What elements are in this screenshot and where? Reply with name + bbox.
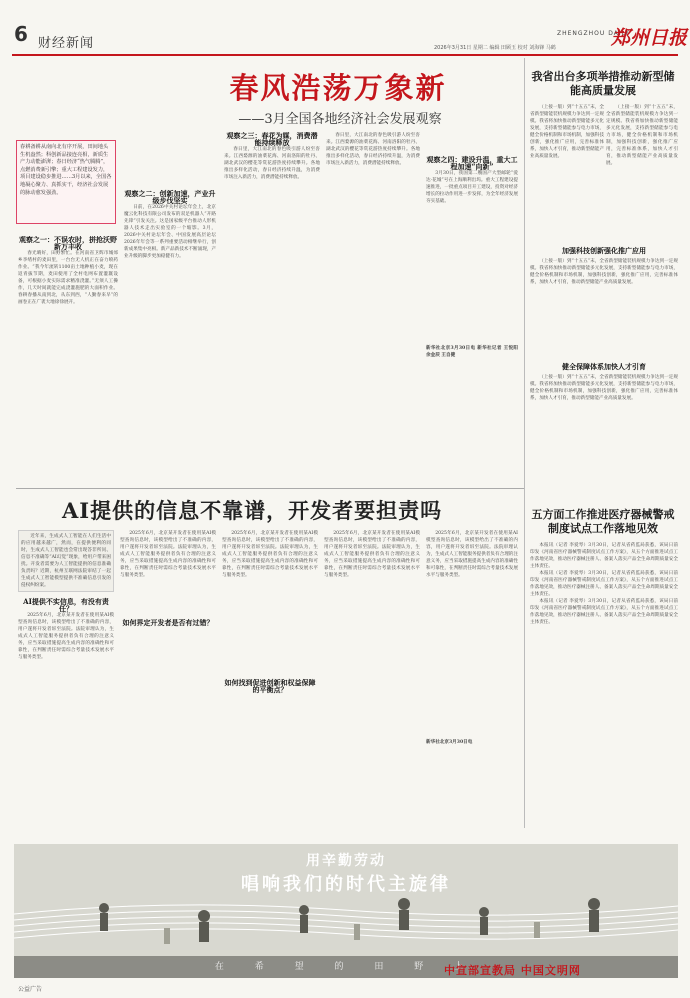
ai-credit: 新华社北京3月30日电 — [426, 740, 473, 745]
sidebar-text: （上接一版）到“十五五”末，全省新型储能装机规模力争达到一定规模。我省将加快推动新型储能多元化发展，支持新型储能参与电力市场，健全价格机制和市场机制，加强科技创新，强化推广应用，完善标准体系，加快人才引育，推动新型储能产业高质量发展。 — [530, 105, 604, 159]
ai-heading: 如何找到促进创新和权益保障的平衡点？ — [224, 678, 316, 694]
sidebar-col-2 — [530, 542, 678, 832]
feature-column-2 — [124, 130, 216, 480]
date-line: 2026年3月31日 星期二 编辑 田顾玉 校对 刘海锋 马鹤 — [434, 45, 556, 51]
section-title: 财经新闻 — [38, 36, 95, 51]
sidebar-subhead: 加强科技创新强化推广应用 — [562, 246, 646, 255]
sidebar-text: （上接一版）到“十五五”末，全省新型储能装机规模力争达到一定规模。我省将加快推动新型储能多元化发展，支持新型储能参与电力市场，健全价格机制和市场机制，加强科技创新，强化推广应用，完善标准体系，加快人才引育，推动新型储能产业高质量发展。 — [530, 259, 678, 285]
ai-column-5 — [426, 530, 518, 826]
ai-text: 2025年6月，北京某开发者在使用某AI模型查询信息时，该模型给出了不准确的内容，用户遂将开发者诉至法院。法院审理认为，生成式人工智能服务提供者负有合理的注意义务，应当采取措施提高生成内容的准确性和可靠性，在判断责任时需综合考量技术发展水平与服务类型。 — [324, 531, 420, 578]
page-number: 6 — [14, 22, 28, 46]
ai-heading: 如何界定开发者是否有过错？ — [122, 618, 214, 627]
ai-column-1 — [18, 530, 114, 826]
sidebar-col-1c — [530, 258, 678, 358]
section-heading: 观察之三：春花为媒，消费潜能持续释放 — [226, 132, 318, 147]
sidebar-title-1: 我省出台多项举措推动新型储能高质量发展 — [531, 70, 675, 97]
ai-text: 2025年6月，北京某开发者在使用某AI模型查询信息时，该模型给出了不准确的内容，用户遂将开发者诉至法院。法院审理认为，生成式人工智能服务提供者负有合理的注意义务，应当采取措施提高生成内容的准确性和可靠性，在判断责任时需综合考量技术发展水平与服务类型。 — [120, 531, 216, 578]
feature-credit: 新华社北京3月30日电 新华社记者 王悦阳 余金辰 王自健 — [426, 346, 518, 358]
banner-credit: 中宣部宣教局 中国文明网 — [444, 964, 581, 977]
header-rule — [12, 54, 678, 56]
masthead-en: ZHENGZHOU DAILY — [557, 30, 630, 37]
sidebar-text: 本报讯（记者 李爱琴）3月30日，记者从省药监局获悉，该局日前印发《河南省医疗器械警戒制度试点工作方案》，从五个方面推进试点工作落地见效，推动医疗器械注册人、备案人落实产品全生命周期质量安全主体责任。 — [530, 599, 678, 625]
divider — [16, 488, 524, 489]
sidebar-text: （上接一版）到“十五五”末，全省新型储能装机规模力争达到一定规模。我省将加快推动新型储能多元化发展，支持新型储能参与电力市场，健全价格机制和市场机制，加强科技创新，强化推广应用，完善标准体系，加快人才引育，推动新型储能产业高质量发展。 — [530, 375, 678, 401]
banner-footer-text: 在 希 望 的 田 野 上 — [214, 962, 478, 972]
sidebar-text: （上接一版）到“十五五”末，全省新型储能装机规模力争达到一定规模。我省将加快推动新型储能多元化发展，支持新型储能参与电力市场，健全价格机制和市场机制，加强科技创新，强化推广应用，完善标准体系，加快人才引育，推动新型储能产业高质量发展。 — [606, 105, 678, 166]
section-text: 春日里，大江南北的春色吸引游人纷至沓来。江西婺源的油菜花海、河南洛阳的牡丹、湖北武汉的樱花等赏花游热度持续攀升。各地推出多样化活动，春日经济持续升温，为消费市场注入新活力，消费潜能持续释放。 — [326, 133, 420, 166]
banner-line-1: 用辛勤劳动 — [306, 853, 386, 869]
page-header — [0, 0, 690, 58]
sidebar-text: 本报讯（记者 李爱琴）3月30日，记者从省药监局获悉，该局日前印发《河南省医疗器械警戒制度试点工作方案》，从五个方面推进试点工作落地见效，推动医疗器械注册人、备案人落实产品全生命周期质量安全主体责任。 — [530, 543, 678, 569]
ai-intro: 近年来，生成式人工智能在人们生活中的应用越来越广，然而，在提供便利的同时，生成式人工智能也会常出现答非所问、信息不准确等“AI幻觉”现象，给用户带来困扰。开发者需要为人工智能提供的信息准确负责吗？近期，杭州互联网法院审结了一起生成式人工智能模型提供不准确信息引发的侵权纠纷案。 — [18, 530, 114, 592]
feature-column-4 — [326, 132, 420, 482]
feature-intro: 春耕备耕从南向北有序开展，田间地头生机盎然；科创新品接连亮相，新质生产力动能澎湃；春日经济“热气腾腾”，点燃消费新引擎；重大工程建设发力，项目建设稳步推进……3月以来，全国各地凝心聚力、真抓实干，经济社会发展的脉动愈发强劲。 — [20, 144, 112, 196]
feature-subtitle: ——3月全国各地经济社会发展观察 — [238, 112, 442, 127]
column-divider — [524, 58, 525, 828]
feature-title: 春风浩荡万象新 — [229, 71, 447, 105]
ai-heading: AI提供不实信息，有没有责任？ — [23, 597, 109, 613]
ai-text: 2025年6月，北京某开发者在使用某AI模型查询信息时，该模型给出了不准确的内容，用户遂将开发者诉至法院。法院审理认为，生成式人工智能服务提供者负有合理的注意义务，应当采取措施提高生成内容的准确性和可靠性，在判断责任时需综合考量技术发展水平与服务类型。 — [426, 531, 518, 578]
ai-text: 2025年6月，北京某开发者在使用某AI模型查询信息时，该模型给出了不准确的内容，用户遂将开发者诉至法院。法院审理认为，生成式人工智能服务提供者负有合理的注意义务，应当采取措施提高生成内容的准确性和可靠性，在判断责任时需综合考量技术发展水平与服务类型。 — [18, 613, 114, 660]
section-text: 日前，在2026中关村论坛年会上，北京魔云化科技有限公司发布的双足机器人“开路先锋”引发关注。这是国家级平台推动人形机器人技术走出实验室的一个缩影。3月，2026中关村论坛年会、中国发展高层论坛2026年年会等一系列重要活动相继举行，创新成果集中亮相。新产品新技术不断涌现，产业升级的脚步更加稳健有力。 — [124, 205, 216, 259]
feature-column-1 — [18, 236, 118, 476]
ai-article-title: AI提供的信息不靠谱，开发者要担责吗 — [62, 498, 443, 523]
sidebar-col-1b — [606, 104, 678, 240]
footer-label: 公益广告 — [18, 986, 43, 993]
section-heading: 观察之四：建设升温，重大工程加速“向新” — [426, 155, 518, 171]
public-ad-banner — [14, 844, 678, 978]
sidebar-text: 本报讯（记者 李爱琴）3月30日，记者从省药监局获悉，该局日前印发《河南省医疗器械警戒制度试点工作方案》，从五个方面推进试点工作落地见效，推动医疗器械注册人、备案人落实产品全生命周期质量安全主体责任。 — [530, 571, 678, 597]
section-heading: 观察之二：创新加速，产业升级步伐坚实 — [124, 189, 216, 205]
feature-column-3 — [224, 132, 320, 482]
banner-line-2: 唱响我们的时代主旋律 — [241, 874, 451, 895]
ai-text: 2025年6月，北京某开发者在使用某AI模型查询信息时，该模型给出了不准确的内容，用户遂将开发者诉至法院。法院审理认为，生成式人工智能服务提供者负有合理的注意义务，应当采取措施提高生成内容的准确性和可靠性，在判断责任时需综合考量技术发展水平与服务类型。 — [222, 531, 318, 578]
masthead-logo: 郑州日报 — [611, 27, 688, 49]
section-text: 春日里，大江南北的春色吸引游人纷至沓来。江西婺源的油菜花海、河南洛阳的牡丹、湖北武汉的樱花等赏花游热度持续攀升。各地推出多样化活动，春日经济持续升温，为消费市场注入新活力，消费潜能持续释放。 — [224, 147, 320, 180]
feature-column-5 — [426, 132, 518, 482]
sidebar-subhead: 健全保障体系加快人才引育 — [562, 362, 646, 371]
ai-column-2 — [120, 530, 216, 826]
section-text: 3月30日，我国第二艘国产大型邮轮“爱达·花城”号在上海顺利出坞。重大工程建设提速推进，一批重点项目开工建设，投资对经济增长的拉动作用进一步发挥，为全年经济发展夯实基础。 — [426, 171, 518, 204]
sidebar-title-2: 五方面工作推进医疗器械警戒制度试点工作落地见效 — [531, 508, 675, 535]
sidebar-col-1d — [530, 374, 678, 470]
section-heading: 观察之一：不误农时，拼抢沃野新万丰收 — [19, 236, 117, 251]
section-text: 春光晴好，田野繁忙。在河南省卫辉市城郊乡李绪村的麦田里，一台台无人机正在奋力喷药作业。“我今年流转1100亩土地种植小麦，现在返青拔节期，麦田使用了全村电网布置灌溉设备，可根据小麦实际需求精准浇灌。”无须人工操作，几天时间就能完成浇灌施肥的大面积作业。春耕春播从南到北，从东到西，“人勤春来早”的画卷正在广袤大地徐徐展开。 — [18, 251, 118, 305]
ai-column-3 — [222, 530, 318, 826]
ai-column-4 — [324, 530, 420, 826]
